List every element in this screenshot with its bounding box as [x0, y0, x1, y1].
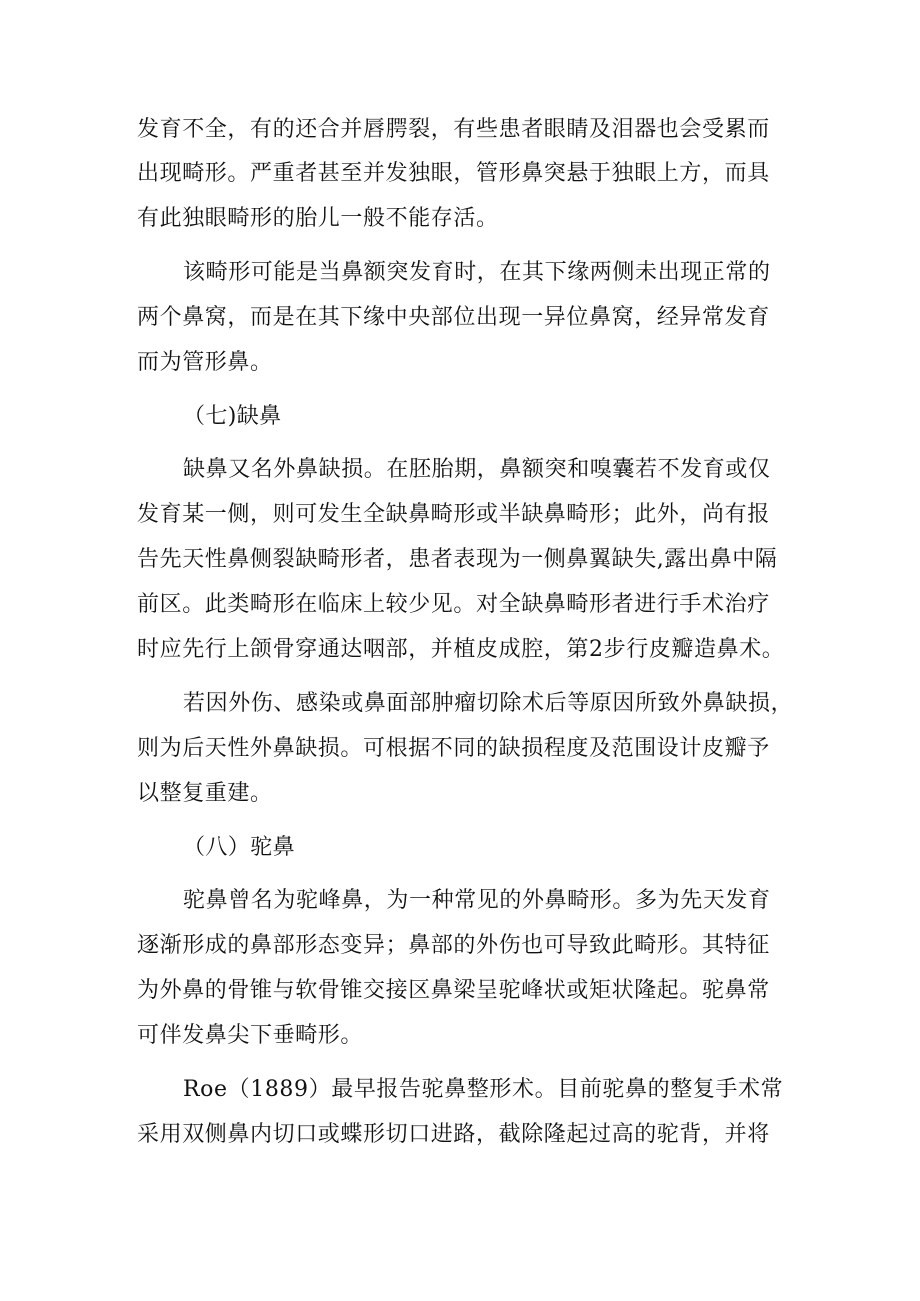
text-line: 若因外伤、感染或鼻面部肿瘤切除术后等原因所致外鼻缺损，: [183, 691, 794, 716]
section-heading: （八）驼鼻: [183, 835, 296, 860]
text-line: 有此独眼畸形的胎儿一般不能存活。: [137, 206, 499, 231]
text-line: 驼鼻曾名为驼峰鼻，为一种常见的外鼻畸形。多为先天发育: [183, 888, 771, 913]
text-line: 缺鼻又名外鼻缺损。在胚胎期，鼻额突和嗅囊若不发育或仅: [183, 457, 771, 482]
text-line: 发育不全，有的还合并唇腭裂，有些患者眼睛及泪器也会受累而: [137, 117, 770, 142]
text-line: 时应先行上颌骨穿通达咽部，并植皮成腔，第2步行皮瓣造鼻术。: [137, 637, 785, 662]
text-line: 出现畸形。严重者甚至并发独眼，管形鼻突悬于独眼上方，而具: [137, 161, 770, 186]
text-line: 该畸形可能是当鼻额突发育时，在其下缘两侧未出现正常的: [183, 260, 771, 285]
text-line: 采用双侧鼻内切口或蝶形切口进路，截除隆起过高的驼背，并将: [137, 1122, 770, 1147]
text-line: 告先天性鼻侧裂缺畸形者，患者表现为一侧鼻翼缺失,露出鼻中隔: [137, 547, 778, 572]
text-line: 两个鼻窝，而是在其下缘中央部位出现一异位鼻窝，经异常发育: [137, 305, 770, 330]
text-line: 以整复重建。: [137, 781, 273, 806]
text-line: 逐渐形成的鼻部形态变异；鼻部的外伤也可导致此畸形。其特征: [137, 933, 770, 958]
text-line: 为外鼻的骨锥与软骨锥交接区鼻梁呈驼峰状或矩状隆起。驼鼻常: [137, 978, 770, 1003]
text-line: 前区。此类畸形在临床上较少见。对全缺鼻畸形者进行手术治疗: [137, 592, 770, 617]
text-line: Roe（1889）最早报告驼鼻整形术。目前驼鼻的整复手术常: [183, 1077, 784, 1102]
text-line: 可伴发鼻尖下垂畸形。: [137, 1023, 364, 1048]
text-line: 发育某一侧，则可发生全缺鼻畸形或半缺鼻畸形；此外，尚有报: [137, 502, 770, 527]
section-heading: （七)缺鼻: [183, 404, 282, 429]
text-line: 而为管形鼻。: [137, 350, 273, 375]
text-line: 则为后天性外鼻缺损。可根据不同的缺损程度及范围设计皮瓣予: [137, 736, 770, 761]
